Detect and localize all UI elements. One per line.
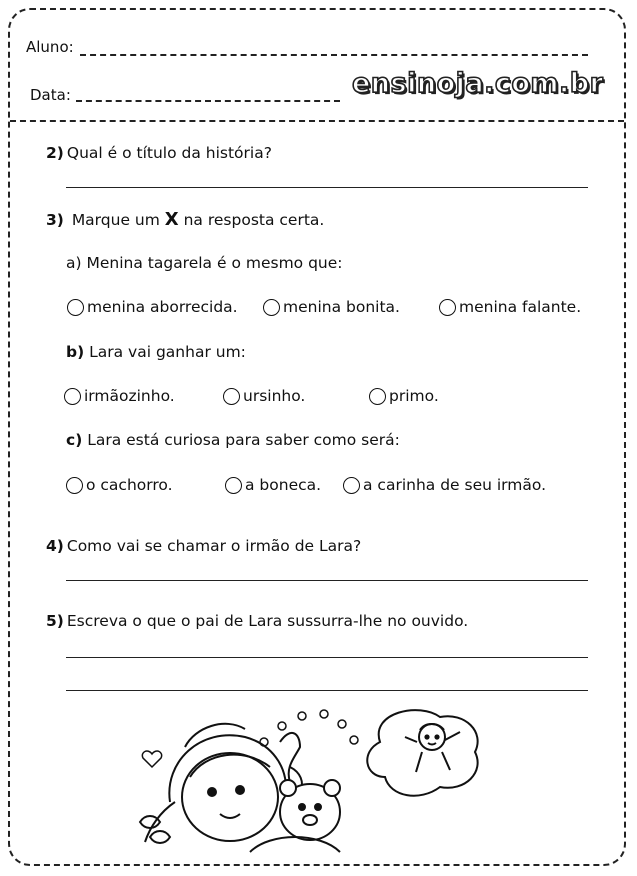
option-label: irmãozinho. bbox=[84, 387, 175, 405]
x-mark: X bbox=[164, 209, 179, 230]
option-label: menina bonita. bbox=[283, 298, 400, 316]
question-2-number: 2) bbox=[46, 144, 64, 162]
radio-circle[interactable] bbox=[225, 477, 242, 494]
option-3b-3[interactable] bbox=[369, 387, 439, 405]
radio-circle[interactable] bbox=[343, 477, 360, 494]
option-label: menina falante. bbox=[459, 298, 582, 316]
question-3a bbox=[66, 254, 343, 272]
option-3b-2[interactable] bbox=[223, 387, 305, 405]
question-3b-text: Lara vai ganhar um: bbox=[89, 343, 246, 361]
question-4 bbox=[46, 537, 361, 555]
option-3a-1[interactable] bbox=[67, 298, 238, 316]
question-3c-letter: c) bbox=[66, 431, 83, 449]
question-3-number: 3) bbox=[46, 211, 64, 229]
question-3a-text: Menina tagarela é o mesmo que: bbox=[86, 254, 343, 272]
site-logo: ensinoja.com.br bbox=[352, 68, 604, 99]
option-3a-2[interactable] bbox=[263, 298, 400, 316]
radio-circle[interactable] bbox=[263, 299, 280, 316]
answer-line-q5-1[interactable] bbox=[66, 657, 588, 658]
question-3c bbox=[66, 431, 400, 449]
question-5-number: 5) bbox=[46, 612, 64, 630]
aluno-field[interactable] bbox=[80, 54, 588, 56]
question-2 bbox=[46, 144, 272, 162]
answer-line-q4[interactable] bbox=[66, 580, 588, 581]
question-3-post: na resposta certa. bbox=[183, 211, 325, 229]
question-4-number: 4) bbox=[46, 537, 64, 555]
question-3a-letter: a) bbox=[66, 254, 82, 272]
option-label: a boneca. bbox=[245, 476, 322, 494]
thought-dots bbox=[260, 710, 358, 746]
illustration bbox=[130, 702, 510, 862]
thought-bubble-baby-icon bbox=[367, 710, 477, 796]
option-3b-1[interactable] bbox=[64, 387, 175, 405]
header-divider bbox=[10, 120, 624, 122]
option-label: a carinha de seu irmão. bbox=[363, 476, 547, 494]
aluno-label: Aluno: bbox=[26, 38, 74, 56]
question-3b-letter: b) bbox=[66, 343, 85, 361]
option-label: o cachorro. bbox=[86, 476, 173, 494]
question-3-pre: Marque um bbox=[71, 211, 160, 229]
question-3 bbox=[46, 209, 324, 230]
radio-circle[interactable] bbox=[64, 388, 81, 405]
radio-circle[interactable] bbox=[439, 299, 456, 316]
question-3c-text: Lara está curiosa para saber como será: bbox=[87, 431, 400, 449]
question-5-text: Escreva o que o pai de Lara sussurra-lhe no ouvido. bbox=[66, 612, 469, 630]
data-label: Data: bbox=[30, 86, 71, 104]
radio-circle[interactable] bbox=[369, 388, 386, 405]
question-5 bbox=[46, 612, 468, 630]
girl-with-teddy-icon bbox=[140, 724, 340, 852]
question-2-text: Qual é o título da história? bbox=[66, 144, 272, 162]
option-3c-3[interactable] bbox=[343, 476, 546, 494]
answer-line-q2[interactable] bbox=[66, 187, 588, 188]
radio-circle[interactable] bbox=[67, 299, 84, 316]
radio-circle[interactable] bbox=[223, 388, 240, 405]
heart-icon bbox=[142, 751, 161, 767]
option-label: primo. bbox=[389, 387, 439, 405]
question-4-text: Como vai se chamar o irmão de Lara? bbox=[66, 537, 362, 555]
option-3c-2[interactable] bbox=[225, 476, 321, 494]
radio-circle[interactable] bbox=[66, 477, 83, 494]
option-label: ursinho. bbox=[243, 387, 306, 405]
option-3c-1[interactable] bbox=[66, 476, 173, 494]
option-label: menina aborrecida. bbox=[87, 298, 238, 316]
question-3b bbox=[66, 343, 246, 361]
data-field[interactable] bbox=[76, 100, 340, 102]
answer-line-q5-2[interactable] bbox=[66, 690, 588, 691]
option-3a-3[interactable] bbox=[439, 298, 581, 316]
